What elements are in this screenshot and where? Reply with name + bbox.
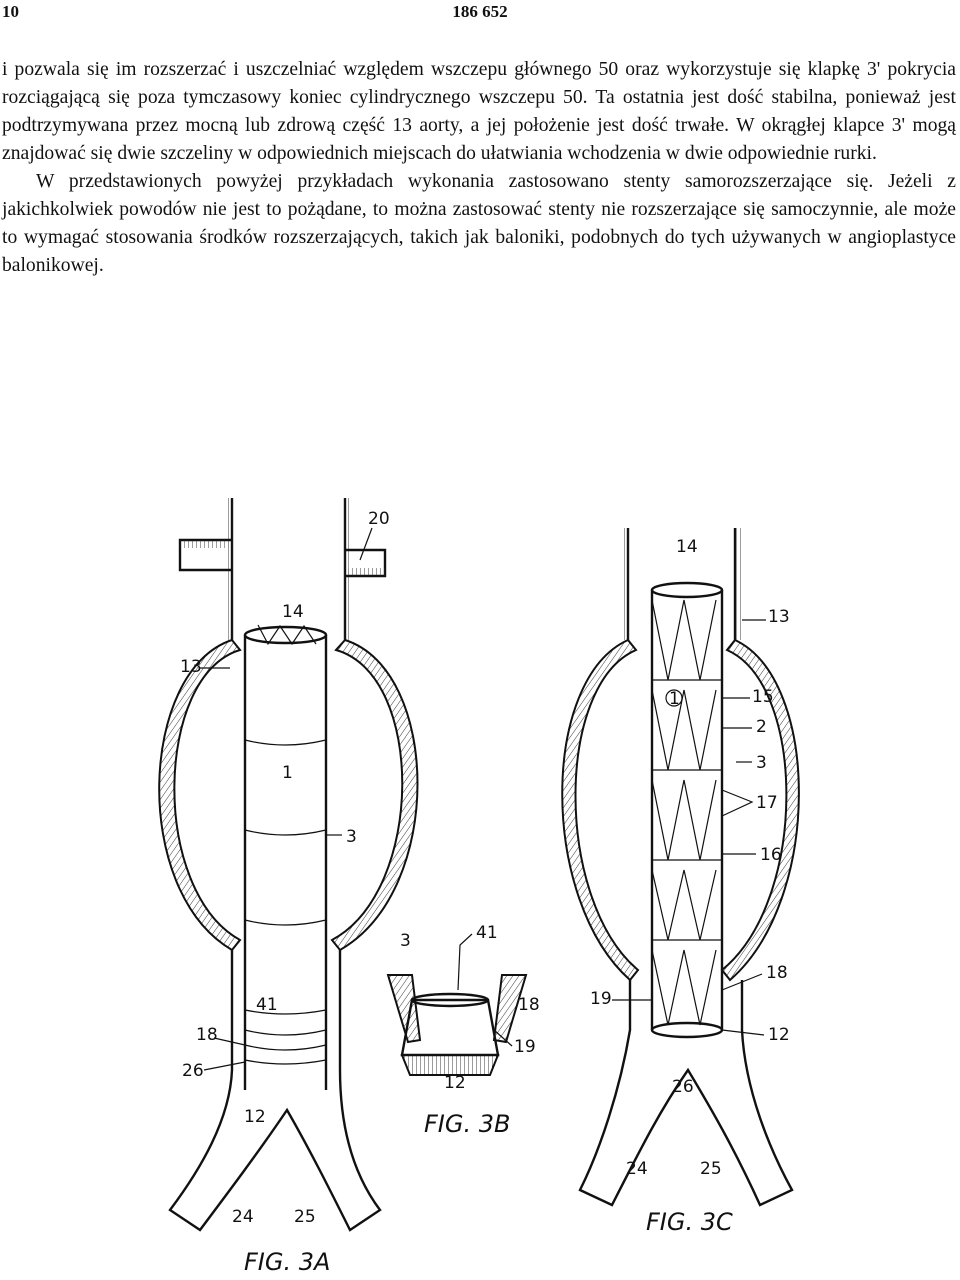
fig3a-label-25: 25 <box>294 1207 316 1227</box>
paragraph-1: i pozwala się im rozszerzać i uszczelniać względem wszczepu głównego 50 oraz wykorzystuje się klapkę 3' pokrycia rozciągającą się poza tymczasowy koniec cylindrycznego wszczepu 50. Ta ostatnia jest dość stabilna, ponieważ jest podtrzymywana przez mocną lub zdrową część 13 aorty, a jej położenie jest dość trwałe. W okrągłej klapce 3' mogą znajdować się dwie szczeliny w odpowiednich miejscach do ułatwiania wchodzenia w dwie odpowiednie rurki. <box>2 59 956 164</box>
figure-3a <box>159 498 417 1276</box>
fig3c-label-14: 14 <box>676 537 698 557</box>
page-number: 10 <box>2 2 19 21</box>
figure-3c <box>562 528 799 1236</box>
fig3a-caption: FIG. 3A <box>244 1248 331 1276</box>
fig3b-caption: FIG. 3B <box>424 1110 511 1138</box>
fig3c-label-25: 25 <box>700 1159 722 1179</box>
fig3b-label-3: 3 <box>400 931 411 951</box>
fig3b-label-12: 12 <box>444 1073 466 1093</box>
fig3a-label-3: 3 <box>346 827 357 847</box>
fig3c-label-15: 15 <box>752 687 774 707</box>
fig3c-label-2: 2 <box>756 717 767 737</box>
patent-drawings <box>0 470 960 1280</box>
fig3a-label-14: 14 <box>282 602 304 622</box>
body-text <box>2 56 956 280</box>
fig3c-aneurysm-wall <box>562 640 638 980</box>
fig3b-vessel-cuff <box>388 975 420 1042</box>
fig3c-label-3: 3 <box>756 753 767 773</box>
fig3a-label-1: 1 <box>282 763 293 783</box>
fig3c-label-12: 12 <box>768 1025 790 1045</box>
document-number: 186 652 <box>452 2 508 21</box>
figures-area <box>0 470 960 1280</box>
fig3a-graft-tube <box>245 635 326 1090</box>
fig3c-label-26: 26 <box>672 1077 694 1097</box>
fig3c-label-18: 18 <box>766 963 788 983</box>
fig3c-label-24: 24 <box>626 1159 648 1179</box>
fig3a-label-13: 13 <box>180 657 202 677</box>
fig3a-aneurysm-wall <box>159 640 240 950</box>
fig3a-label-18: 18 <box>196 1025 218 1045</box>
fig3b-label-41: 41 <box>476 923 498 943</box>
fig3c-label-13: 13 <box>768 607 790 627</box>
fig3a-label-41: 41 <box>256 995 278 1015</box>
fig3a-label-20: 20 <box>368 509 390 529</box>
fig3a-label-26: 26 <box>182 1061 204 1081</box>
figure-3b <box>388 923 540 1138</box>
paragraph-2: W przedstawionych powyżej przykładach wykonania zastosowano stenty samorozszerzające się. Jeżeli z jakichkolwiek powodów nie jest to pożądane, to można zastosować stenty nie rozszerzające się samoczynnie, ale może to wymagać stosowania środków rozszerzających, takich jak baloniki, podobnych do tych używanych w angioplastyce balonikowej. <box>2 171 956 276</box>
fig3a-bifurcation <box>170 950 380 1230</box>
fig3a-label-24: 24 <box>232 1207 254 1227</box>
fig3c-label-16: 16 <box>760 845 782 865</box>
fig3c-label-17: 17 <box>756 793 778 813</box>
fig3b-label-19: 19 <box>514 1037 536 1057</box>
fig3c-label-19: 19 <box>590 989 612 1009</box>
page-header <box>0 0 960 30</box>
fig3a-label-12: 12 <box>244 1107 266 1127</box>
fig3c-label-1: 1 <box>669 689 680 709</box>
fig3b-label-18: 18 <box>518 995 540 1015</box>
fig3c-caption: FIG. 3C <box>646 1208 733 1236</box>
